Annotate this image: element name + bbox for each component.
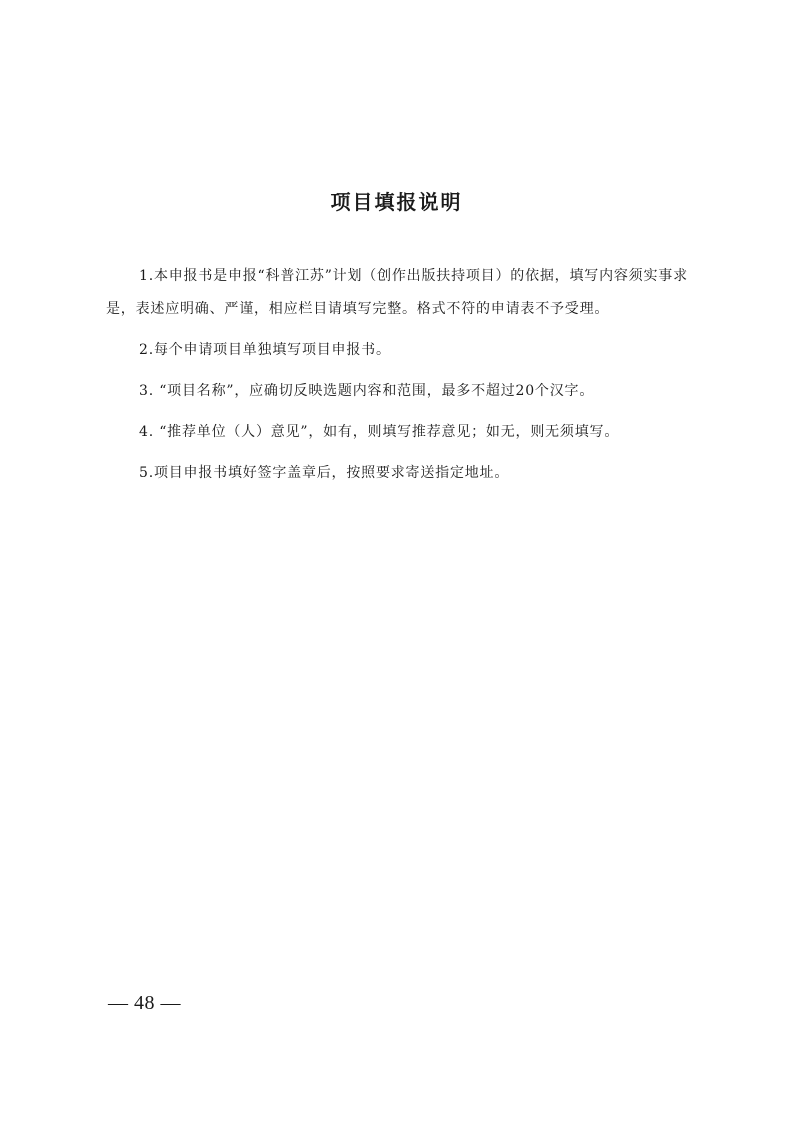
instructions-list (106, 268, 694, 483)
page-title: 项目填报说明 (330, 190, 463, 214)
instruction-item-5: 5.项目申报书填好签字盖章后，按照要求寄送指定地址。 (139, 465, 510, 481)
instruction-item-1: 1.本申报书是申报“科普江苏”计划（创作出版扶持项目）的依据，填写内容须实事求是，表述应明确、严谨，相应栏目请填写完整。格式不符的申请表不予受理。 (106, 268, 688, 317)
instruction-item-4: 4. “推荐单位（人）意见”，如有，则填写推荐意见；如无，则无须填写。 (139, 424, 620, 440)
instruction-item-3: 3. “项目名称”，应确切反映选题内容和范围，最多不超过20个汉字。 (139, 383, 595, 399)
instruction-item-2: 2.每个申请项目单独填写项目申报书。 (139, 342, 391, 358)
page-number: — 48 — (108, 992, 181, 1014)
